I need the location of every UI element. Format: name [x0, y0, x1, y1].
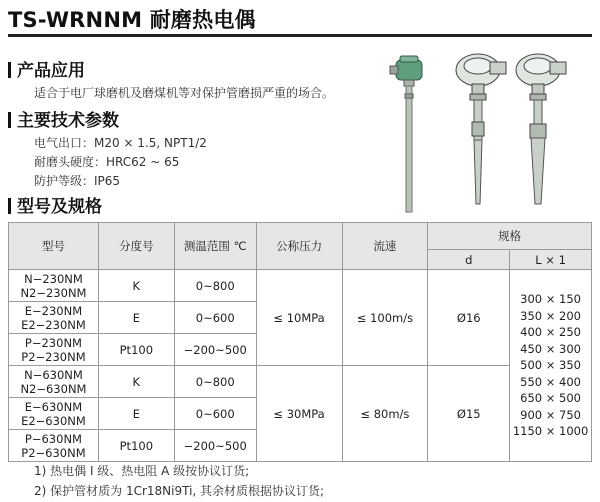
cell-d-group1: Ø16: [428, 270, 510, 366]
application-text: 适合于电厂球磨机及磨煤机等对保护管磨损严重的场合。: [34, 86, 335, 100]
header-model: 型号: [9, 223, 99, 270]
cell-flow-group2: ≤ 80m/s: [342, 366, 428, 462]
header-lx1: L × 1: [510, 250, 592, 270]
heading-bar: [8, 62, 11, 78]
thermocouple-image-slim: [388, 54, 430, 218]
param-hardness: 耐磨头硬度：HRC62 ~ 65: [34, 155, 180, 169]
cell-flow-group1: ≤ 100m/s: [342, 270, 428, 366]
thermocouple-image-standard: [446, 52, 510, 212]
param-electrical-outlet: 电气出口：M20 × 1.5, NPT1/2: [34, 136, 207, 150]
cell-model: E−230NM E2−230NM: [9, 302, 99, 334]
cell-range: 0~800: [174, 366, 256, 398]
section-heading-label: 产品应用: [17, 61, 85, 81]
section-heading-application: [8, 56, 85, 81]
cell-division: Pt100: [98, 430, 174, 462]
heading-bar: [8, 198, 11, 214]
cell-range: −200~500: [174, 430, 256, 462]
section-heading-label: 主要技术参数: [17, 111, 119, 131]
cell-model: P−630NM P2−630NM: [9, 430, 99, 462]
cell-d-group2: Ø15: [428, 366, 510, 462]
spec-table: [8, 222, 592, 462]
cell-model: N−630NM N2−630NM: [9, 366, 99, 398]
table-row: [9, 270, 592, 302]
heading-bar: [8, 112, 11, 128]
section-heading-params: [8, 106, 119, 131]
cell-model: N−230NM N2−230NM: [9, 270, 99, 302]
cell-range: 0~600: [174, 398, 256, 430]
cell-model: P−230NM P2−230NM: [9, 334, 99, 366]
header-d: d: [428, 250, 510, 270]
cell-division: K: [98, 366, 174, 398]
header-spec: 规格: [428, 223, 592, 250]
cell-division: Pt100: [98, 334, 174, 366]
section-heading-models: [8, 192, 102, 217]
cell-division: K: [98, 270, 174, 302]
page-title: TS-WRNNM 耐磨热电偶: [8, 8, 256, 32]
header-division: 分度号: [98, 223, 174, 270]
cell-range: 0~800: [174, 270, 256, 302]
param-protection: 防护等级：IP65: [34, 174, 121, 188]
note-1: 1) 热电偶 I 级、热电阻 A 级按协议订货;: [34, 464, 250, 478]
section-heading-label: 型号及规格: [17, 197, 102, 217]
cell-division: E: [98, 302, 174, 334]
cell-division: E: [98, 398, 174, 430]
thermocouple-image-tapered: [506, 52, 570, 210]
cell-pressure-group2: ≤ 30MPa: [256, 366, 342, 462]
note-2: 2) 保护管材质为 1Cr18Ni9Ti, 其余材质根据协议订货;: [34, 484, 325, 498]
table-row: [9, 366, 592, 398]
title-rule: [8, 34, 592, 37]
cell-model: E−630NM E2−630NM: [9, 398, 99, 430]
cell-lx1-list: 300 × 150 350 × 200 400 × 250 450 × 300 500 × 350 550 × 400 650 × 500 900 × 750 1150 × 1000: [510, 270, 592, 462]
cell-pressure-group1: ≤ 10MPa: [256, 270, 342, 366]
cell-range: 0~600: [174, 302, 256, 334]
cell-range: −200~500: [174, 334, 256, 366]
header-pressure: 公称压力: [256, 223, 342, 270]
header-range: 测温范围 ℃: [174, 223, 256, 270]
header-flow: 流速: [342, 223, 428, 270]
